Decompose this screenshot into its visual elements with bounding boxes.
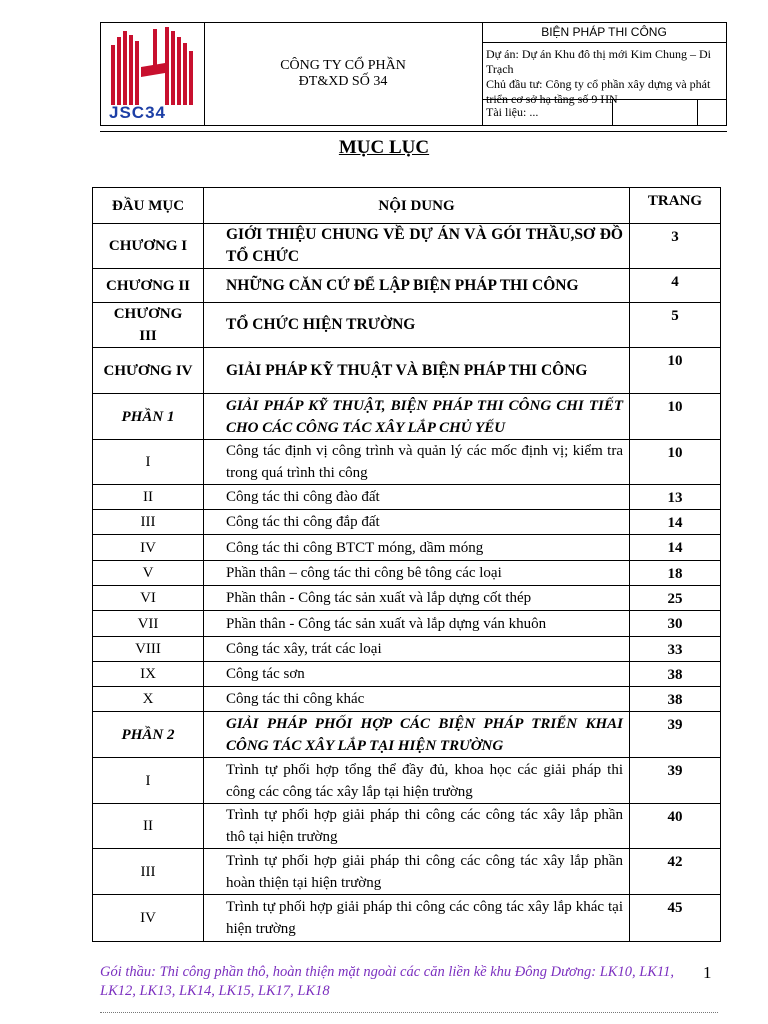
toc-row-heading: III <box>93 849 204 895</box>
company-line-1: CÔNG TY CỔ PHẦN <box>280 58 406 73</box>
toc-row-content: Trình tự phối hợp giải pháp thi công các công tác xây lắp khác tại hiện trường <box>204 895 630 942</box>
toc-row-heading: I <box>93 758 204 804</box>
logo-text: JSC34 <box>109 103 166 122</box>
toc-row-content: Trình tự phối hợp tổng thể đầy đủ, khoa học các giải pháp thi công các công tác xây lắp tại hiện trường <box>204 758 630 804</box>
document-title: BIỆN PHÁP THI CÔNG <box>482 23 726 43</box>
toc-row-heading: CHƯƠNG IV <box>93 348 204 394</box>
toc-row <box>93 348 721 394</box>
toc-row-page: 3 <box>630 224 721 269</box>
toc-row-content: Công tác xây, trát các loại <box>204 637 630 662</box>
toc-row-page: 33 <box>630 637 721 662</box>
toc-row-page: 13 <box>630 485 721 510</box>
project-info <box>482 43 726 106</box>
toc-row-page: 5 <box>630 303 721 348</box>
toc-row-heading: VI <box>93 586 204 611</box>
toc-row <box>93 440 721 485</box>
toc-row <box>93 394 721 440</box>
toc-row-content: Công tác sơn <box>204 662 630 687</box>
toc-row-content: GIẢI PHÁP KỸ THUẬT, BIỆN PHÁP THI CÔNG CHI TIẾT CHO CÁC CÔNG TÁC XÂY LẮP CHỦ YẾU <box>204 394 630 440</box>
toc-row <box>93 712 721 758</box>
toc-row-heading: X <box>93 687 204 712</box>
toc-row-content: Phần thân - Công tác sản xuất và lắp dựng ván khuôn <box>204 611 630 637</box>
toc-row-heading: PHẦN 2 <box>93 712 204 758</box>
toc-row-page: 25 <box>630 586 721 611</box>
toc-row <box>93 510 721 535</box>
toc-row-content: GIẢI PHÁP KỸ THUẬT VÀ BIỆN PHÁP THI CÔNG <box>204 348 630 394</box>
toc-row <box>93 849 721 895</box>
header-divider <box>100 131 727 132</box>
toc-row <box>93 637 721 662</box>
toc-row-page: 14 <box>630 535 721 561</box>
toc-row-content: Trình tự phối hợp giải pháp thi công các công tác xây lắp phần thô tại hiện trường <box>204 804 630 849</box>
toc-row <box>93 804 721 849</box>
col-heading: ĐẦU MỤC <box>93 188 204 224</box>
col-page: TRANG <box>630 188 721 224</box>
toc-row <box>93 269 721 303</box>
toc-row-page: 10 <box>630 440 721 485</box>
toc-row-page: 39 <box>630 712 721 758</box>
header-info <box>482 23 726 125</box>
toc-row-heading: PHẦN 1 <box>93 394 204 440</box>
owner-line: Chủ đầu tư: Công ty cổ phần xây dựng và phát triển cơ sở hạ tầng số 9 HN <box>486 77 711 106</box>
toc-row-heading: CHƯƠNG I <box>93 224 204 269</box>
toc-row <box>93 895 721 942</box>
toc-row-page: 10 <box>630 348 721 394</box>
document-header <box>100 22 727 126</box>
footer-divider <box>100 1012 718 1013</box>
toc-row-heading: IX <box>93 662 204 687</box>
toc-row <box>93 687 721 712</box>
document-ref-row <box>482 100 726 125</box>
project-line: Dự án: Dự án Khu đô thị mới Kim Chung – Di Trạch <box>486 47 712 76</box>
toc-row-page: 40 <box>630 804 721 849</box>
toc-row-content: Trình tự phối hợp giải pháp thi công các công tác xây lắp phần hoàn thiện tại hiện trường <box>204 849 630 895</box>
toc-row-page: 38 <box>630 687 721 712</box>
page-number: 1 <box>703 963 712 982</box>
toc-row-heading: IV <box>93 895 204 942</box>
company-name <box>204 23 483 125</box>
toc-row-content: GIỚI THIỆU CHUNG VỀ DỰ ÁN VÀ GÓI THẦU,SƠ ĐỒ TỔ CHỨC <box>204 224 630 269</box>
toc-row <box>93 535 721 561</box>
toc-row-content: TỔ CHỨC HIỆN TRƯỜNG <box>204 303 630 348</box>
toc-row-content: Công tác thi công BTCT móng, dầm móng <box>204 535 630 561</box>
toc-row <box>93 662 721 687</box>
toc-row <box>93 224 721 269</box>
toc-row-content: GIẢI PHÁP PHỐI HỢP CÁC BIỆN PHÁP TRIỂN KHAI CÔNG TÁC XÂY LẮP TẠI HIỆN TRƯỜNG <box>204 712 630 758</box>
toc-row-page: 14 <box>630 510 721 535</box>
toc-row-page: 38 <box>630 662 721 687</box>
toc-row-page: 10 <box>630 394 721 440</box>
toc-row-content: Công tác thi công khác <box>204 687 630 712</box>
company-logo <box>101 23 205 125</box>
toc-title: MỤC LỤC <box>338 137 430 158</box>
toc-row-page: 45 <box>630 895 721 942</box>
toc-row-page: 18 <box>630 561 721 586</box>
company-line-2: ĐT&XD SỐ 34 <box>298 74 388 89</box>
document-label: Tài liệu: ... <box>486 105 539 119</box>
toc-row-heading: IV <box>93 535 204 561</box>
toc-row <box>93 758 721 804</box>
toc-row <box>93 586 721 611</box>
footer-package-text: Gói thầu: Thi công phần thô, hoàn thiện mặt ngoài các căn liền kề khu Đông Dương: LK10, LK11, LK12, LK13, LK14, LK15, LK17, LK18 <box>100 964 674 999</box>
toc-row-heading: V <box>93 561 204 586</box>
toc-body <box>93 224 721 942</box>
toc-row-heading: VII <box>93 611 204 637</box>
toc-row-content: Công tác thi công đào đất <box>204 485 630 510</box>
toc-row-content: Phần thân - Công tác sản xuất và lắp dựng cốt thép <box>204 586 630 611</box>
header-empty-cell <box>612 100 698 125</box>
toc-row <box>93 303 721 348</box>
toc-row-page: 39 <box>630 758 721 804</box>
toc-row-heading: II <box>93 804 204 849</box>
toc-header-row <box>93 188 721 224</box>
toc-row <box>93 561 721 586</box>
toc-row-page: 30 <box>630 611 721 637</box>
toc-row-heading: II <box>93 485 204 510</box>
toc-row-heading: VIII <box>93 637 204 662</box>
col-content: NỘI DUNG <box>204 188 630 224</box>
toc-row-heading: CHƯƠNG II <box>93 269 204 303</box>
toc-row-content: Công tác thi công đắp đất <box>204 510 630 535</box>
toc-row-page: 42 <box>630 849 721 895</box>
toc-row-heading: CHƯƠNG III <box>93 303 204 348</box>
toc-row-heading: III <box>93 510 204 535</box>
toc-row <box>93 611 721 637</box>
toc-row <box>93 485 721 510</box>
toc-row-content: Công tác định vị công trình và quản lý các mốc định vị; kiểm tra trong quá trình thi công <box>204 440 630 485</box>
toc-row-page: 4 <box>630 269 721 303</box>
toc-table <box>92 187 721 942</box>
toc-row-content: Phần thân – công tác thi công bê tông các loại <box>204 561 630 586</box>
toc-row-content: NHỮNG CĂN CỨ ĐỂ LẬP BIỆN PHÁP THI CÔNG <box>204 269 630 303</box>
toc-row-heading: I <box>93 440 204 485</box>
